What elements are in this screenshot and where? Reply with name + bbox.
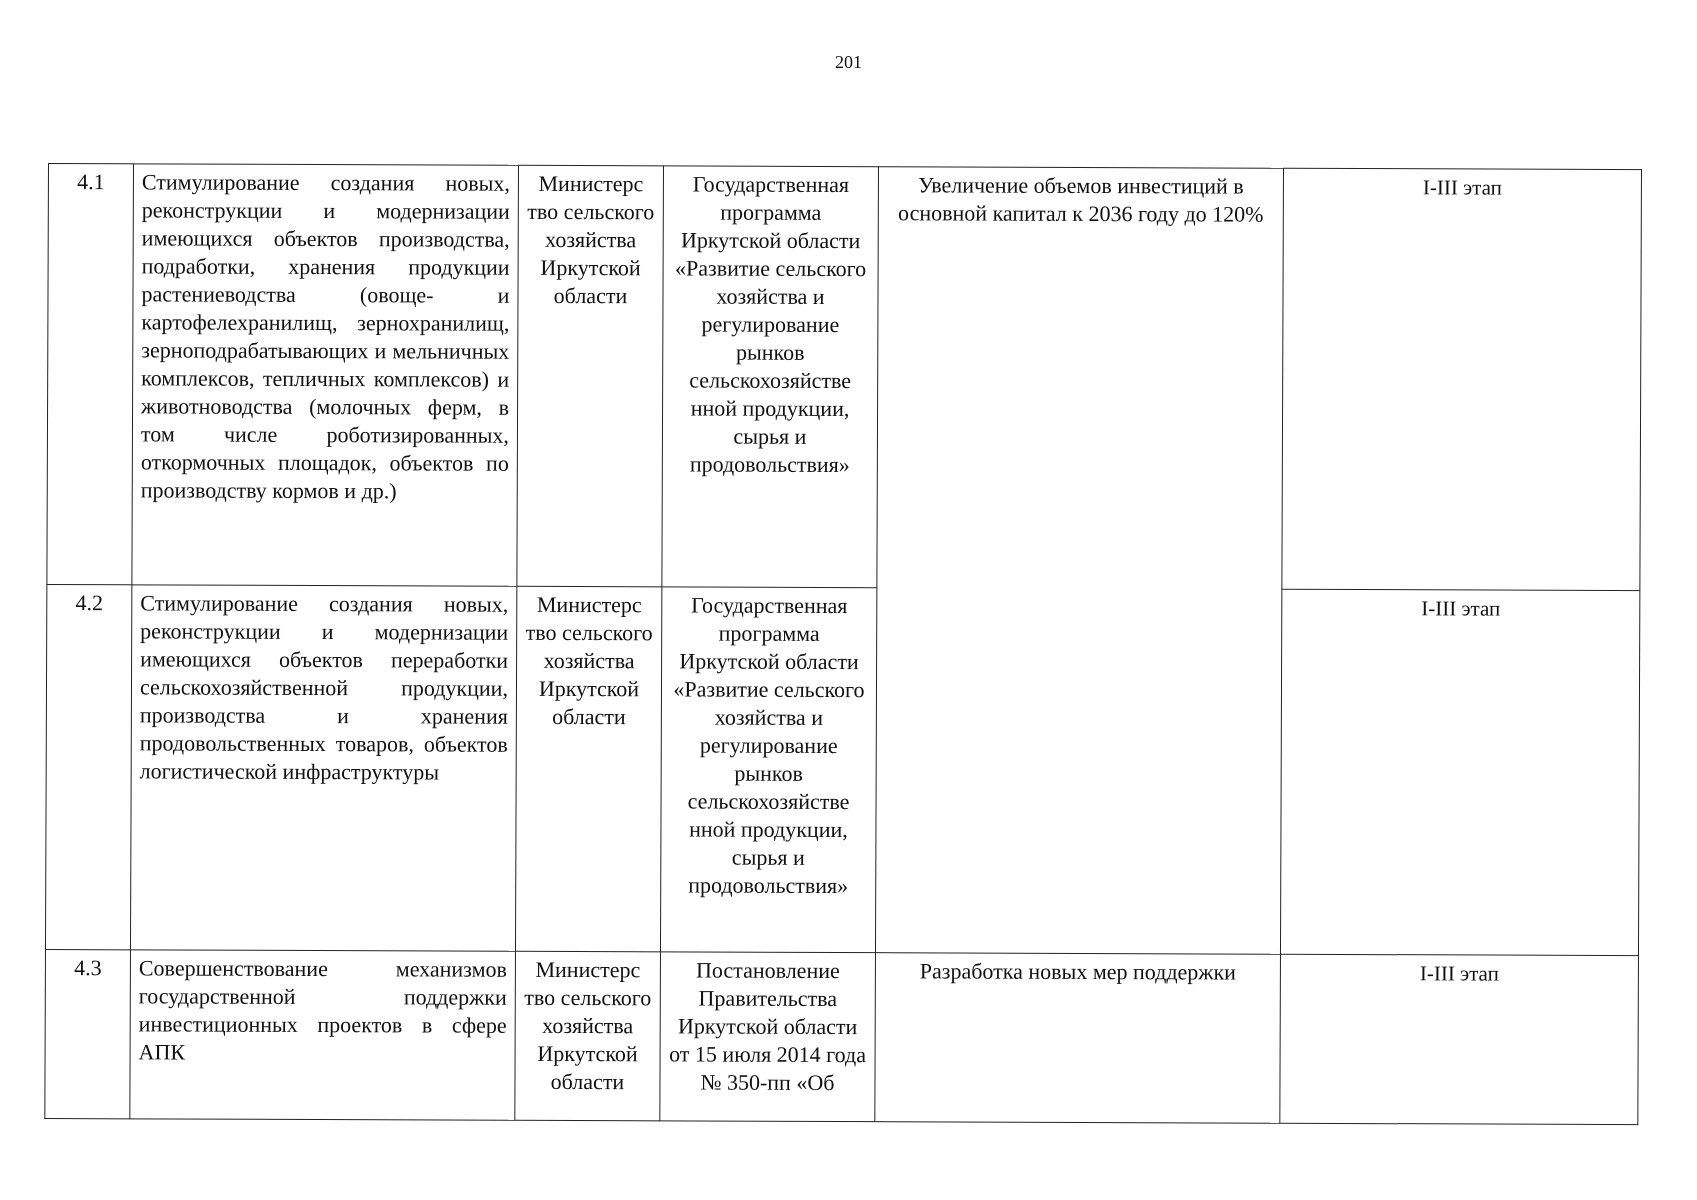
row-number: 4.1 — [47, 164, 134, 585]
row-number: 4.3 — [45, 949, 131, 1118]
executor-cell: Министерс тво сельского хозяйства Иркутской области — [515, 951, 661, 1121]
table-row — [47, 164, 1642, 591]
result-cell: Разработка новых мер поддержки — [875, 953, 1281, 1124]
stage-cell: I-III этап — [1282, 168, 1642, 590]
result-cell: Увеличение объемов инвестиций в основной капитал к 2036 году до 120% — [875, 167, 1283, 955]
measure-description: Совершенствование механизмов государственной поддержки инвестиционных проектов в сфере АПК — [130, 950, 516, 1120]
stage-cell: I-III этап — [1280, 589, 1639, 955]
executor-cell: Министерс тво сельского хозяйства Иркутской области — [515, 586, 661, 952]
table-row — [45, 949, 1639, 1124]
page-number: 201 — [835, 52, 862, 72]
row-number: 4.2 — [45, 584, 131, 949]
document-cell: Государственная программа Иркутской области «Развитие сельского хозяйства и регулирование рынков сельскохозяйстве нной продукции, сырья и продовольствия» — [662, 166, 879, 588]
measure-description: Стимулирование создания новых, реконструкции и модернизации имеющихся объектов переработки сельскохозяйственной продукции, производства и хранения продовольственных товаров, объектов логистической инфраструктуры — [130, 585, 516, 951]
measures-table — [44, 163, 1642, 1125]
executor-cell: Министерс тво сельского хозяйства Иркутской области — [517, 165, 664, 587]
document-cell: Государственная программа Иркутской области «Развитие сельского хозяйства и регулирование рынков сельскохозяйстве нной продукции, сырья и продовольствия» — [660, 587, 876, 953]
stage-cell: I-III этап — [1280, 954, 1639, 1124]
document-cell: Постановление Правительства Иркутской области от 15 июля 2014 года № 350-пп «Об — [660, 952, 876, 1122]
measure-description: Стимулирование создания новых, реконструкции и модернизации имеющихся объектов производства, подработки, хранения продукции растениеводства (овоще- и картофелехранилищ, зернохранилищ, зерноподрабатывающих и мельничных комплексов, тепличных комплексов) и животноводства (молочных ферм, в том числе роботизированных, откормочных площадок, объектов по производству кормов и др.) — [132, 164, 519, 586]
table-row — [45, 584, 1639, 955]
